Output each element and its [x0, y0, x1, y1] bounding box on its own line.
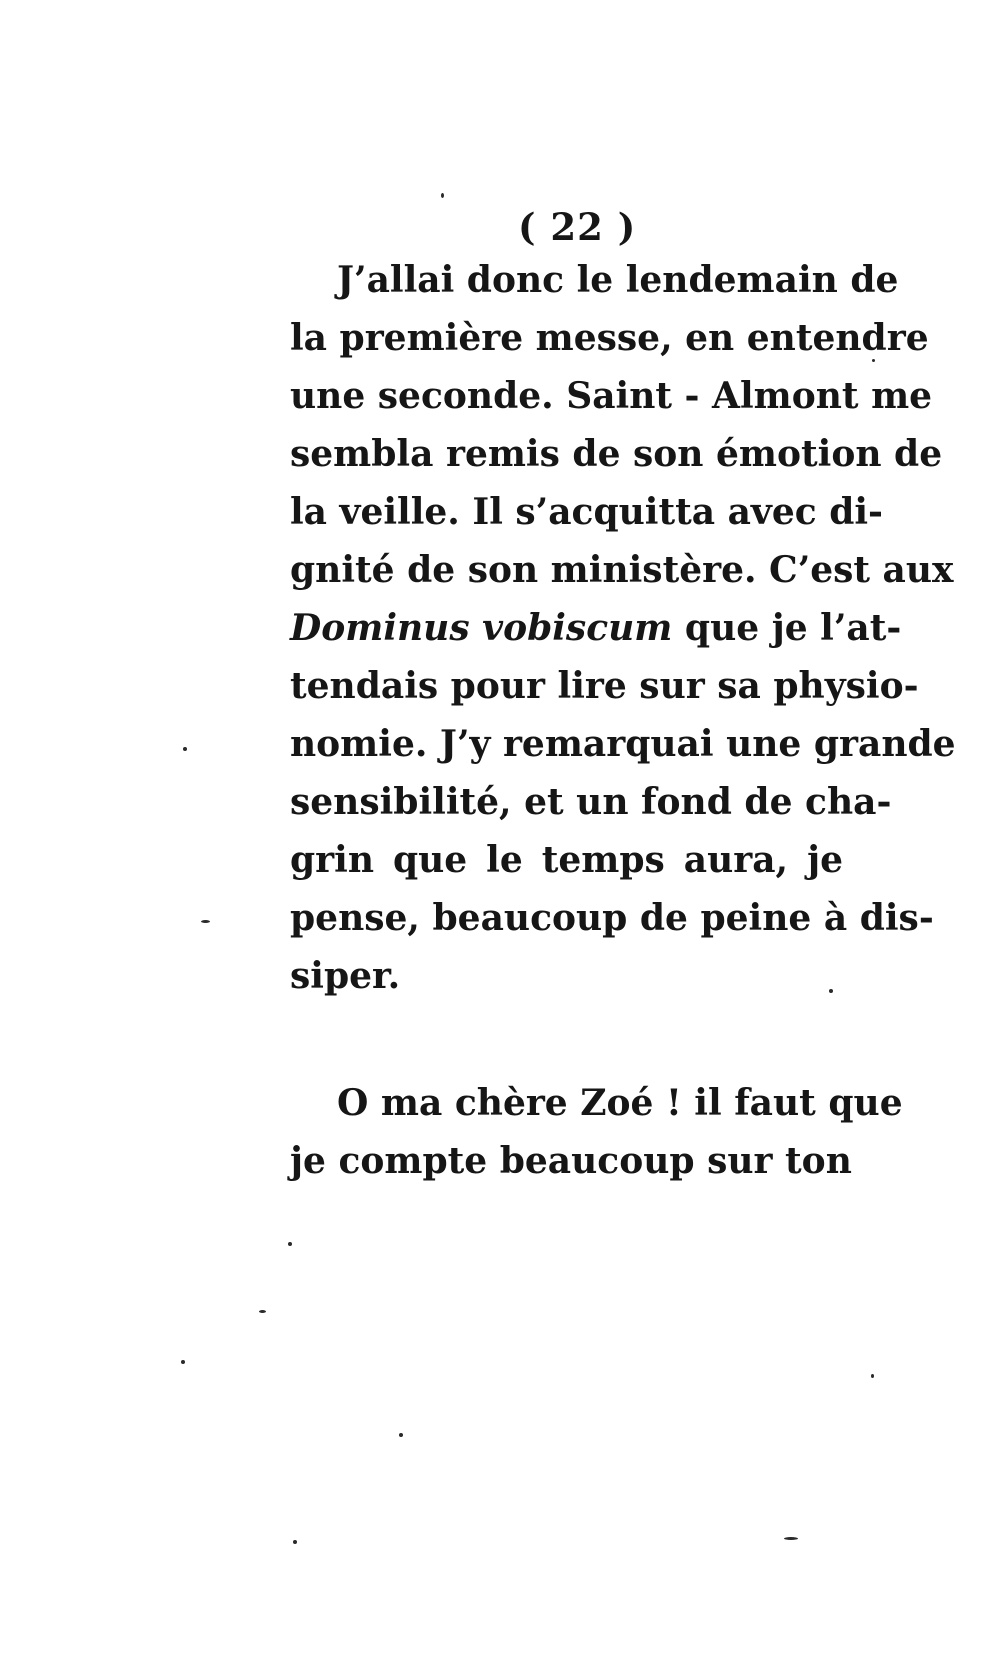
text-line: la veille. Il s’acquitta avec di-: [290, 491, 883, 533]
text-line: [290, 607, 902, 649]
scan-speck: [293, 1540, 297, 1544]
text-line: la première messe, en entendre: [290, 317, 929, 359]
italic-phrase: Dominus vobiscum: [290, 607, 673, 649]
scan-speck: [829, 989, 833, 993]
scan-speck: [871, 1374, 874, 1378]
text-line: J’allai donc le lendemain de: [337, 259, 899, 301]
text-line: je compte beaucoup sur ton: [290, 1140, 852, 1182]
scan-speck: [259, 1310, 266, 1313]
text-line: grin que le temps aura, je: [290, 839, 843, 881]
text-line-rest: que je l’at-: [672, 607, 902, 649]
scan-speck: [201, 920, 210, 923]
scan-speck: [872, 359, 875, 362]
scan-speck: [784, 1537, 798, 1540]
scan-speck: [441, 193, 444, 198]
text-line: sembla remis de son émotion de: [290, 433, 943, 475]
scan-speck: [181, 1360, 185, 1364]
text-line: tendais pour lire sur sa physio-: [290, 665, 919, 707]
text-line: gnité de son ministère. C’est aux: [290, 549, 954, 591]
text-line: une seconde. Saint - Almont me: [290, 375, 933, 417]
text-line: sensibilité, et un fond de cha-: [290, 781, 892, 823]
text-line: nomie. J’y remarquai une grande: [290, 723, 956, 765]
text-line: siper.: [290, 955, 401, 997]
scan-speck: [288, 1242, 292, 1246]
text-line: O ma chère Zoé ! il faut que: [337, 1082, 903, 1124]
scan-speck: [399, 1433, 403, 1437]
text-line: pense, beaucoup de peine à dis-: [290, 897, 934, 939]
page-number: ( 22 ): [518, 205, 637, 249]
scan-speck: [183, 747, 187, 751]
